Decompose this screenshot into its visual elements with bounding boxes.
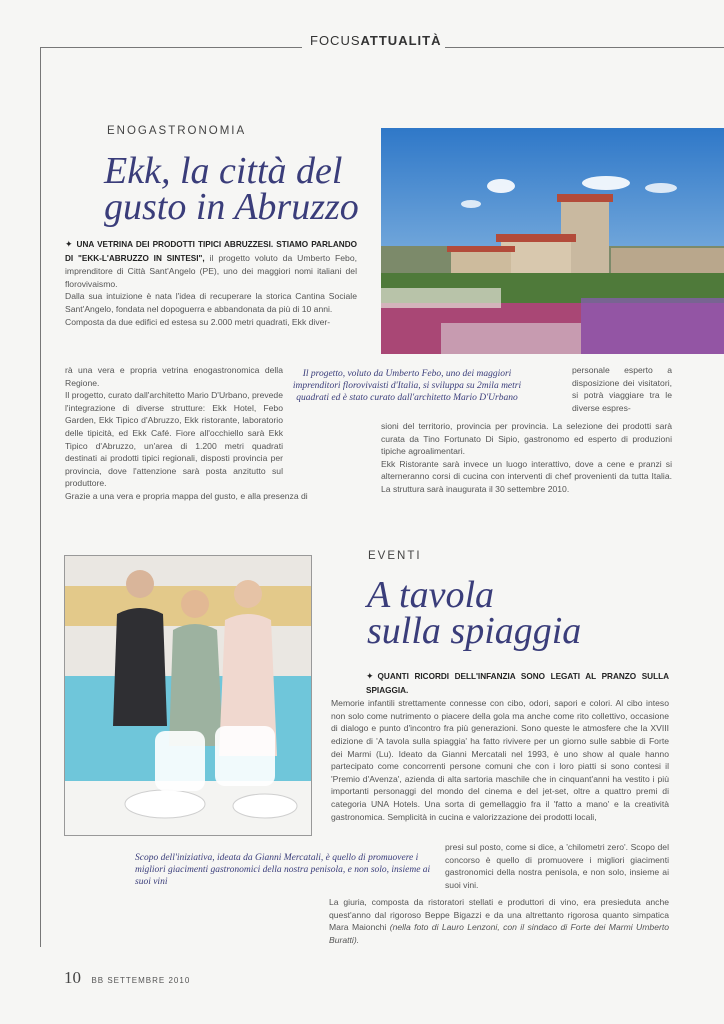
article1-caption: Il progetto, voluto da Umberto Febo, uno dei maggiori imprenditori florovivaisti d'Italia, si sviluppa su 2mila metri quadrati ed è stato curato dall'architetto Mario D'Urbano <box>292 369 522 403</box>
article2-col1 <box>331 670 669 823</box>
article1-lead: UNA VETRINA DEI PRODOTTI TIPICI ABRUZZESI. STIAMO PARLANDO DI "EKK-L'ABRUZZO IN SINTESI", <box>65 240 357 263</box>
article2-p2: presi sul posto, come si dice, a 'chilometri zero'. Scopo del concorso è quello di promuovere i migliori giacimenti gastronomici della nostra penisola, e non solo, insieme ai suoi vini. <box>445 842 669 890</box>
article1-right-col: personale esperto a disposizione dei visitatori, si potrà viaggiare tra le diverse espres- <box>572 365 672 413</box>
article1-lead-paragraph <box>65 238 357 290</box>
page-footer <box>64 968 190 988</box>
article1-title-line2: gusto in Abruzzo <box>104 186 359 228</box>
article2-p1: Memorie infantili strettamente connesse con cibo, odori, sapori e colori. Al cibo inteso non solo come nutrimento o piacere della gola ma anche come rito collettivo, occasione di dialogo e punto d'incontro fra più generazioni. Sono queste le atmosfere che la XVIII edizione di 'A tavola sulla spiaggia' ha fatto rivivere per un giorno sulle sabbie di Forte dei Marmi (Lu). Ideato da Gianni Mercatali nel 1993, è uno show al quale hanno partecipato come concorrenti persone comuni che con i loro piatti si sono contesi il 'Premio d'Avenza', azienda di alta sartoria maschile che in cinquant'anni ha vestito i più importanti personaggi del mondo del cinema e del jet-set, oltre a quattro premi di categoria UNA Hotels. Una sorta di gemellaggio fra il 'fatto a mano' e la creatività gastronomica. Semplicità in cucina e valorizzazione dei prodotti locali, <box>331 698 669 822</box>
article2-lead-paragraph <box>331 670 669 697</box>
article2-p3: La giuria, composta da ristoratori stellati e produttori di vino, era presieduta anche quest'anno dal rigoroso Beppe Bigazzi e da una altrettanto rigorosa quanto simpatica Mara Maionchi <box>329 897 669 933</box>
article1-col1 <box>65 238 357 328</box>
section-header <box>310 33 441 48</box>
article1-col1b <box>65 364 283 490</box>
article2-title <box>367 576 581 650</box>
article1-p6: sioni del territorio, provincia per provincia. La selezione dei prodotti sarà curata da Tino Fortunato Di Sipio, gastronomo ed esperto di produzioni tipiche agroalimentari. <box>381 421 672 457</box>
article1-p4: Il progetto, curato dall'architetto Mario D'Urbano, prevede l'integrazione di diverse strutture: Ekk Hotel, Febo Garden, Ekk Tipico d'Abruzzo, Ekk ristorante, laboratorio delle tipicità, ed Ekk Café. Fiore all'occhiello sarà Ekk Tipico d'Abruzzo, un'area di 1.200 metri quadrati destinati ai prodotti tipici regionali, disposti provincia per provincia, dove l'attenzione sarà posta anzitutto sul produttore. <box>65 390 283 489</box>
article2-lead: QUANTI RICORDI DELL'INFANZIA SONO LEGATI AL PRANZO SULLA SPIAGGIA. <box>366 672 669 695</box>
article1-p2: Dalla sua intuizione è nata l'idea di recuperare la storica Cantina Sociale Sant'Angelo, fondata nel dopoguerra e abbandonata da più di 10 anni. <box>65 291 357 314</box>
article1-p5: Grazie a una vera e propria mappa del gusto, e alla presenza di <box>65 491 308 501</box>
article2-title-line2: sulla spiaggia <box>367 610 582 652</box>
article2-credit: (nella foto di Lauro Lenzoni, con il sindaco di Forte dei Marmi Umberto Buratti). <box>329 922 669 945</box>
issue-label: BB SETTEMBRE 2010 <box>91 976 191 985</box>
group-photo-illustration <box>65 556 311 835</box>
page-number: 10 <box>64 968 81 987</box>
article1-kicker: ENOGASTRONOMIA <box>107 125 247 137</box>
article2-kicker: EVENTI <box>368 550 422 562</box>
article1-p1: il progetto voluto da Umberto Febo, imprenditore di Città Sant'Angelo (PE), uno dei maggiori nomi italiani del florovivaismo. <box>65 252 357 289</box>
article1-title-line1: Ekk, la città del <box>104 150 343 192</box>
header-rule-left <box>40 47 302 48</box>
article1-p7: Ekk Ristorante sarà invece un luogo interattivo, dove a cene e pranzi si alterneranno corsi di cucina con interventi di chef provenienti da tutta Italia. La struttura sarà inaugurata il 30 settembre 2010. <box>381 458 672 494</box>
article1-title <box>104 152 359 226</box>
diamond-bullet-icon-2: ✦ <box>366 671 374 681</box>
diamond-bullet-icon: ✦ <box>65 239 73 249</box>
article1-p3a: Composta da due edifici ed estesa su 2.000 metri quadrati, Ekk diver- <box>65 316 331 327</box>
section-header-light: FOCUS <box>310 33 361 48</box>
section-header-bold: ATTUALITÀ <box>360 33 442 48</box>
hotel-garden-illustration <box>381 128 724 354</box>
article2-col2 <box>329 896 669 946</box>
article1-col2 <box>381 420 672 496</box>
article2-title-line1: A tavola <box>367 574 495 616</box>
article2-caption: Scopo dell'iniziativa, ideata da Gianni Mercatali, è quello di promuovere i migliori giacimenti gastronomici della nostra penisola, e non solo, insieme ai suoi vini <box>135 853 431 887</box>
article2-photo <box>64 555 312 836</box>
article2-p3-paragraph <box>329 896 669 946</box>
article1-photo <box>381 128 724 354</box>
header-rule-right <box>445 47 724 48</box>
article1-col1c <box>65 490 357 503</box>
page-frame-left <box>40 47 41 947</box>
article1-p3b: rà una vera e propria vetrina enogastronomica della Regione. <box>65 365 283 388</box>
